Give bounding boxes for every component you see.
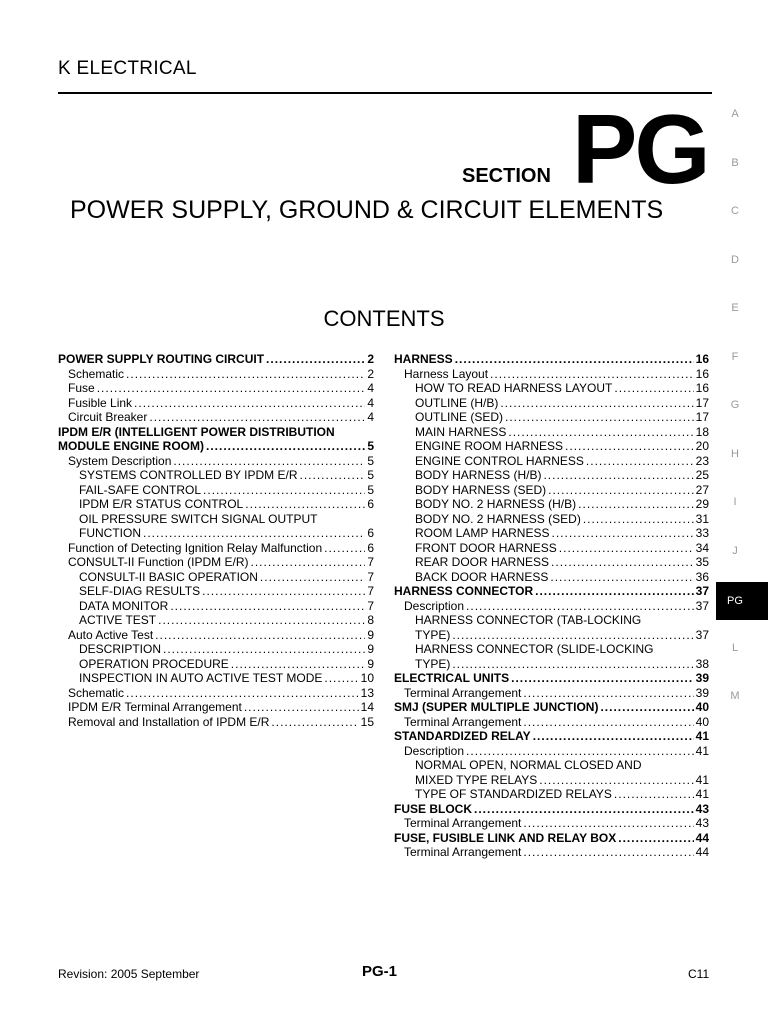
toc-entry[interactable] [58, 700, 374, 715]
toc-entry[interactable] [394, 468, 709, 483]
toc-entry-title: HARNESS CONNECTOR [394, 584, 534, 598]
toc-dot-leader [202, 584, 365, 599]
toc-entry-page: 36 [695, 569, 709, 584]
toc-dot-leader [539, 773, 693, 788]
toc-entry-page: 15 [360, 714, 374, 729]
toc-entry-page: 18 [695, 424, 709, 439]
toc-entry-page: 41 [695, 772, 709, 787]
toc-dot-leader [551, 526, 693, 541]
toc-entry[interactable] [58, 425, 374, 440]
toc-entry-page: 31 [695, 511, 709, 526]
toc-entry-page: 5 [367, 453, 374, 468]
toc-dot-leader [452, 657, 693, 672]
toc-entry-title: Function of Detecting Ignition Relay Malfunction [68, 540, 323, 555]
toc-entry-page: 33 [695, 526, 709, 540]
toc-entry-title: FRONT DOOR HARNESS [415, 540, 557, 555]
toc-entry-title: HARNESS [394, 352, 453, 366]
page-number: PG-1 [362, 963, 398, 980]
toc-entry-page: 41 [695, 743, 709, 758]
toc-entry-title: OUTLINE (H/B) [415, 395, 499, 410]
toc-entry-page: 14 [360, 700, 374, 714]
toc-entry-title: STANDARDIZED RELAY [394, 729, 531, 743]
section-index-letter[interactable]: A [731, 108, 739, 120]
active-section-tab-label: PG [727, 595, 743, 607]
toc-entry[interactable] [58, 468, 374, 483]
toc-dot-leader [260, 570, 365, 585]
toc-entry-page: 8 [367, 613, 374, 627]
toc-entry-page: 6 [367, 497, 374, 511]
toc-entry-title: DESCRIPTION [79, 642, 162, 656]
toc-entry[interactable] [394, 845, 709, 860]
toc-entry-title: BODY NO. 2 HARNESS (SED) [415, 511, 581, 526]
toc-entry-title: Terminal Arrangement [404, 685, 522, 700]
toc-left-column [58, 352, 374, 729]
toc-dot-leader [490, 367, 694, 382]
section-index-letter[interactable]: G [730, 399, 740, 411]
toc-entry-title: ENGINE ROOM HARNESS [415, 439, 564, 453]
toc-entry-page: 40 [695, 714, 709, 729]
section-label: SECTION [462, 165, 551, 187]
toc-entry[interactable] [394, 715, 709, 730]
toc-entry-title: NORMAL OPEN, NORMAL CLOSED AND [415, 758, 642, 772]
toc-entry[interactable] [394, 367, 709, 382]
toc-entry-title: Terminal Arrangement [404, 714, 522, 729]
toc-dot-leader [203, 483, 365, 498]
section-index-letter[interactable]: F [731, 350, 739, 363]
toc-entry[interactable] [394, 816, 709, 831]
toc-entry-title: DATA MONITOR [79, 598, 169, 613]
toc-entry[interactable] [394, 555, 709, 570]
toc-entry[interactable] [394, 512, 709, 527]
toc-entry[interactable] [394, 700, 709, 715]
toc-dot-leader [206, 439, 365, 454]
toc-entry[interactable] [394, 410, 709, 425]
toc-entry-page: 25 [695, 468, 709, 482]
toc-entry-title: Description [404, 743, 465, 758]
toc-entry-title: IPDM E/R (INTELLIGENT POWER DISTRIBUTION [58, 424, 335, 439]
toc-dot-leader [455, 352, 694, 367]
toc-dot-leader [614, 787, 694, 802]
section-index-letter[interactable]: M [730, 690, 740, 702]
toc-dot-leader [97, 381, 366, 396]
toc-entry-page: 9 [367, 627, 374, 642]
toc-entry[interactable] [394, 483, 709, 498]
toc-entry-page: 20 [695, 439, 709, 453]
toc-entry-title: SELF-DIAG RESULTS [79, 584, 201, 598]
toc-entry-page: 4 [367, 395, 374, 410]
toc-entry-page: 37 [695, 584, 709, 598]
toc-entry-title: HARNESS CONNECTOR (SLIDE-LOCKING [415, 642, 654, 656]
toc-entry-page: 44 [695, 845, 709, 859]
toc-dot-leader [466, 744, 694, 759]
toc-dot-leader [300, 468, 366, 483]
toc-entry-title: Circuit Breaker [68, 410, 148, 424]
toc-entry-title: BACK DOOR HARNESS [415, 569, 549, 584]
toc-dot-leader [126, 367, 365, 382]
toc-entry-page: 34 [695, 540, 709, 555]
toc-entry-title: Terminal Arrangement [404, 845, 522, 859]
toc-entry[interactable] [394, 686, 709, 701]
toc-dot-leader [614, 381, 693, 396]
section-index-letter[interactable]: E [731, 302, 739, 314]
toc-entry-title: OIL PRESSURE SWITCH SIGNAL OUTPUT [79, 511, 318, 526]
toc-entry-title: ACTIVE TEST [79, 613, 157, 627]
toc-entry[interactable] [58, 352, 374, 367]
toc-dot-leader [155, 628, 365, 643]
toc-entry-page: 5 [367, 439, 374, 453]
toc-dot-leader [600, 700, 693, 715]
toc-dot-leader [163, 642, 365, 657]
toc-entry-page: 41 [695, 787, 709, 801]
toc-entry[interactable] [58, 642, 374, 657]
toc-entry-page: 39 [695, 685, 709, 700]
toc-entry-page: 6 [367, 526, 374, 540]
toc-dot-leader [543, 468, 693, 483]
toc-entry-title: BODY HARNESS (SED) [415, 482, 547, 497]
toc-entry-title: ENGINE CONTROL HARNESS [415, 453, 584, 468]
toc-entry-title: MODULE ENGINE ROOM) [58, 439, 204, 453]
toc-entry[interactable] [394, 497, 709, 512]
toc-dot-leader [565, 439, 694, 454]
toc-entry[interactable] [58, 541, 374, 556]
toc-dot-leader [266, 352, 365, 367]
toc-entry[interactable] [394, 613, 709, 628]
toc-entry-title: Fuse [68, 381, 95, 395]
toc-entry[interactable] [58, 381, 374, 396]
section-index-letter[interactable]: C [731, 205, 739, 217]
toc-entry-title: OPERATION PROCEDURE [79, 656, 229, 671]
toc-entry-page: 6 [367, 540, 374, 555]
toc-entry-title: HARNESS CONNECTOR (TAB-LOCKING [415, 613, 642, 627]
section-index-letter[interactable]: I [733, 496, 737, 508]
toc-dot-leader [474, 802, 694, 817]
toc-dot-leader [559, 541, 694, 556]
section-code: PG [572, 94, 708, 204]
toc-entry[interactable] [394, 744, 709, 759]
toc-entry[interactable] [58, 584, 374, 599]
toc-entry-title: MAIN HARNESS [415, 424, 507, 439]
toc-entry[interactable] [58, 628, 374, 643]
toc-entry-title: Description [404, 598, 465, 613]
toc-entry[interactable] [394, 802, 709, 817]
toc-entry-page: 38 [695, 656, 709, 671]
toc-entry-page: 16 [695, 381, 709, 395]
toc-entry-title: Terminal Arrangement [404, 816, 522, 830]
toc-entry-page: 4 [367, 410, 374, 424]
toc-entry[interactable] [394, 570, 709, 585]
toc-entry[interactable] [58, 497, 374, 512]
toc-entry[interactable] [58, 367, 374, 382]
toc-entry-page: 5 [367, 482, 374, 497]
toc-entry-title: IPDM E/R STATUS CONTROL [79, 497, 244, 511]
toc-dot-leader [523, 715, 693, 730]
toc-entry-page: 44 [695, 830, 709, 845]
toc-entry-page: 17 [695, 410, 709, 424]
toc-entry-title: FUSE BLOCK [394, 801, 472, 816]
toc-entry[interactable] [58, 671, 374, 686]
toc-dot-leader [583, 512, 694, 527]
toc-entry-title: MIXED TYPE RELAYS [415, 772, 538, 787]
toc-entry-title: Schematic [68, 366, 125, 381]
toc-entry[interactable] [394, 381, 709, 396]
toc-entry[interactable] [58, 599, 374, 614]
toc-entry-page: 37 [695, 627, 709, 642]
toc-entry[interactable] [394, 729, 709, 744]
toc-dot-leader [466, 599, 694, 614]
toc-entry-title: IPDM E/R Terminal Arrangement [68, 700, 242, 714]
toc-entry-page: 43 [695, 801, 709, 816]
toc-entry[interactable] [394, 758, 709, 773]
toc-dot-leader [508, 425, 693, 440]
toc-entry-title: TYPE) [415, 627, 451, 642]
toc-entry[interactable] [394, 628, 709, 643]
contents-heading: CONTENTS [323, 306, 445, 331]
toc-dot-leader [511, 671, 694, 686]
toc-entry[interactable] [58, 439, 374, 454]
toc-entry-title: System Description [68, 453, 172, 468]
toc-entry[interactable] [394, 396, 709, 411]
toc-entry[interactable] [394, 787, 709, 802]
toc-entry-title: SMJ (SUPER MULTIPLE JUNCTION) [394, 700, 599, 714]
section-index-letter[interactable]: H [731, 447, 739, 460]
toc-entry[interactable] [394, 599, 709, 614]
toc-dot-leader [586, 454, 694, 469]
toc-entry-page: 7 [367, 598, 374, 613]
section-index-letter[interactable]: L [731, 641, 739, 654]
toc-entry-title: SYSTEMS CONTROLLED BY IPDM E/R [79, 468, 298, 482]
toc-dot-leader [324, 671, 358, 686]
toc-entry-page: 27 [695, 482, 709, 497]
toc-entry-title: ELECTRICAL UNITS [394, 671, 510, 685]
toc-entry[interactable] [394, 526, 709, 541]
toc-dot-leader [548, 483, 694, 498]
toc-dot-leader [324, 541, 365, 556]
toc-entry-page: 7 [367, 569, 374, 584]
toc-entry-title: HOW TO READ HARNESS LAYOUT [415, 381, 613, 395]
toc-entry[interactable] [394, 352, 709, 367]
toc-dot-leader [134, 396, 365, 411]
toc-entry-page: 23 [695, 453, 709, 468]
toc-dot-leader [500, 396, 693, 411]
toc-dot-leader [143, 526, 365, 541]
toc-entry-title: REAR DOOR HARNESS [415, 555, 550, 569]
toc-entry-page: 37 [695, 598, 709, 613]
toc-dot-leader [244, 700, 359, 715]
toc-entry-title: Fusible Link [68, 395, 133, 410]
toc-entry[interactable] [394, 541, 709, 556]
toc-dot-leader [158, 613, 365, 628]
toc-entry-page: 2 [367, 366, 374, 381]
toc-dot-leader [149, 410, 365, 425]
toc-entry-title: Harness Layout [404, 366, 489, 381]
toc-entry[interactable] [58, 410, 374, 425]
toc-entry[interactable] [58, 396, 374, 411]
toc-dot-leader [126, 686, 359, 701]
toc-entry-title: FUNCTION [79, 526, 141, 540]
toc-entry[interactable] [394, 439, 709, 454]
toc-entry[interactable] [394, 454, 709, 469]
toc-dot-leader [245, 497, 365, 512]
toc-entry-title: BODY HARNESS (H/B) [415, 468, 542, 482]
toc-dot-leader [271, 715, 358, 730]
toc-entry-page: 4 [367, 381, 374, 395]
toc-entry[interactable] [394, 642, 709, 657]
toc-entry-page: 7 [367, 584, 374, 598]
toc-entry[interactable] [58, 555, 374, 570]
toc-dot-leader [523, 686, 693, 701]
toc-dot-leader [452, 628, 693, 643]
revision-date: Revision: 2005 September [58, 967, 200, 981]
toc-entry-page: 41 [695, 729, 709, 743]
toc-entry-page: 13 [360, 685, 374, 700]
toc-entry-title: FAIL-SAFE CONTROL [79, 482, 202, 497]
toc-dot-leader [578, 497, 693, 512]
toc-entry[interactable] [58, 613, 374, 628]
toc-entry-title: Schematic [68, 685, 125, 700]
toc-entry-title: BODY NO. 2 HARNESS (H/B) [415, 497, 577, 511]
toc-dot-leader [231, 657, 366, 672]
model-code: C11 [688, 967, 710, 981]
toc-entry-title: TYPE OF STANDARDIZED RELAYS [415, 787, 612, 801]
section-index-letter[interactable]: D [731, 253, 739, 266]
toc-entry[interactable] [58, 657, 374, 672]
toc-dot-leader [618, 831, 693, 846]
toc-entry-page: 43 [695, 816, 709, 830]
toc-entry-title: CONSULT-II BASIC OPERATION [79, 569, 258, 584]
toc-dot-leader [535, 584, 694, 599]
toc-entry-title: OUTLINE (SED) [415, 410, 504, 424]
toc-right-column [394, 352, 709, 860]
toc-entry-title: TYPE) [415, 656, 451, 671]
toc-entry-page: 35 [695, 555, 709, 569]
toc-entry-page: 9 [367, 656, 374, 671]
toc-entry[interactable] [58, 715, 374, 730]
toc-entry-page: 9 [367, 642, 374, 656]
toc-dot-leader [523, 816, 693, 831]
toc-entry[interactable] [394, 671, 709, 686]
toc-entry-page: 10 [360, 671, 374, 685]
toc-entry-page: 40 [695, 700, 709, 714]
toc-entry[interactable] [58, 483, 374, 498]
toc-entry-page: 16 [695, 352, 709, 366]
toc-dot-leader [173, 454, 365, 469]
toc-dot-leader [250, 555, 365, 570]
toc-entry[interactable] [394, 773, 709, 788]
section-index-letter[interactable]: J [732, 544, 738, 557]
toc-entry-title: Auto Active Test [68, 627, 154, 642]
toc-entry-title: Removal and Installation of IPDM E/R [68, 714, 270, 729]
toc-entry[interactable] [394, 584, 709, 599]
toc-entry[interactable] [394, 425, 709, 440]
section-index-letter[interactable]: B [731, 156, 739, 169]
active-section-tab[interactable] [716, 582, 768, 620]
toc-dot-leader [551, 555, 694, 570]
toc-dot-leader [505, 410, 694, 425]
toc-entry[interactable] [58, 526, 374, 541]
toc-entry-page: 7 [367, 555, 374, 569]
toc-dot-leader [170, 599, 365, 614]
toc-entry-title: FUSE, FUSIBLE LINK AND RELAY BOX [394, 830, 617, 845]
toc-entry[interactable] [394, 831, 709, 846]
toc-entry-title: CONSULT-II Function (IPDM E/R) [68, 555, 249, 569]
toc-dot-leader [523, 845, 693, 860]
toc-entry-page: 2 [367, 352, 374, 366]
toc-entry-title: INSPECTION IN AUTO ACTIVE TEST MODE [79, 671, 323, 685]
toc-entry-title: POWER SUPPLY ROUTING CIRCUIT [58, 352, 265, 366]
section-category: K ELECTRICAL [58, 58, 197, 79]
toc-entry-page: 16 [695, 366, 709, 381]
toc-entry-title: ROOM LAMP HARNESS [415, 526, 550, 540]
toc-entry-page: 39 [695, 671, 709, 685]
toc-entry[interactable] [58, 454, 374, 469]
toc-entry[interactable] [394, 657, 709, 672]
toc-entry[interactable] [58, 512, 374, 527]
toc-entry-page: 17 [695, 395, 709, 410]
toc-entry[interactable] [58, 686, 374, 701]
toc-entry-page: 5 [367, 468, 374, 482]
toc-entry-page: 29 [695, 497, 709, 511]
document-title: POWER SUPPLY, GROUND & CIRCUIT ELEMENTS [70, 196, 664, 224]
toc-dot-leader [550, 570, 693, 585]
toc-dot-leader [533, 729, 694, 744]
toc-entry[interactable] [58, 570, 374, 585]
